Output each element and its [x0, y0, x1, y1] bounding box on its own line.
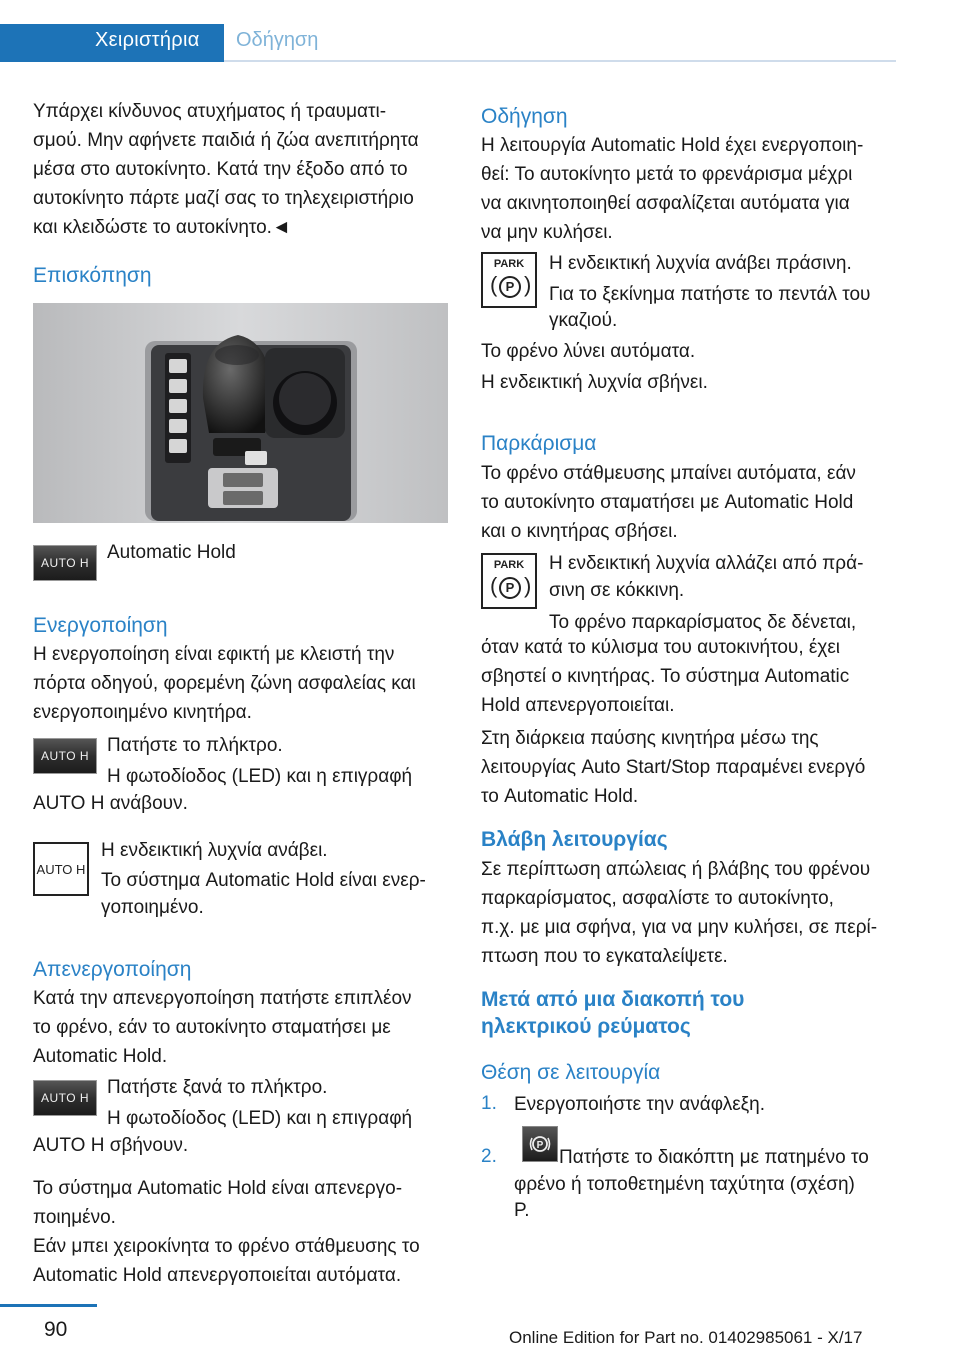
auto-h-button-label: AUTO H [40, 1091, 90, 1105]
step-number: 2. [481, 1146, 497, 1167]
text-line: το Automatic Hold. [481, 786, 639, 807]
system-active-text: Το σύστημα Automatic Hold είναι ενερ‐ [101, 870, 426, 891]
auto-h-indicator-label: AUTO H [36, 862, 86, 877]
text-line: πτωση που το εγκαταλείψετε. [481, 946, 728, 967]
system-active-text-cont: γοποιημένο. [101, 897, 204, 918]
tab-controls-label: Χειριστήρια [95, 29, 200, 51]
text-line: σβηστεί ο κινητήρας. Το σύστημα Automatic [481, 666, 850, 687]
step-text: Ενεργοποιήστε την ανάφλεξη. [514, 1094, 766, 1115]
auto-h-button-icon [33, 1080, 97, 1116]
parking-brake-icon [522, 1126, 558, 1162]
parking-brake-switch-icon [522, 1126, 558, 1162]
page-header [0, 0, 960, 62]
malfunction-heading: Βλάβη λειτουργίας [481, 828, 668, 851]
text-line: λειτουργίας Auto Start/Stop παραμένει ενεργό [481, 757, 866, 778]
text-line: Στη διάρκεια παύσης κινητήρα μέσω της [481, 728, 819, 749]
parking-text [481, 459, 901, 546]
text-line: πόρτα οδηγού, φορεμένη ζώνη ασφαλείας και [33, 673, 416, 694]
start-text-cont: γκαζιού. [549, 310, 618, 331]
brake-released-text [33, 1232, 463, 1290]
park-indicator-icon [481, 553, 537, 609]
center-console-photo [33, 303, 448, 523]
power-interruption-heading: Μετά από μια διακοπή του [481, 988, 745, 1011]
auto-h-button-icon [33, 545, 97, 581]
power-interruption-heading-cont: ηλεκτρικού ρεύματος [481, 1015, 691, 1038]
step-text: Πατήστε το διακόπτη με πατημένο το [559, 1147, 869, 1168]
auto-h-button-label: AUTO H [40, 749, 90, 763]
paren-right-glyph: ) [524, 573, 532, 598]
led-off-text: Η φωτοδίοδος (LED) και η επιγραφή [107, 1108, 413, 1129]
text-line: σμού. Μην αφήνετε παιδιά ή ζώα ανεπιτήρητα [33, 130, 419, 151]
text-line: το φρένο, εάν το αυτοκίνητο σταματήσει με [33, 1017, 391, 1038]
text-line: Κατά την απενεργοποίηση πατήστε επιπλέον [33, 988, 412, 1009]
svg-text:P: P [536, 1140, 544, 1151]
press-button-text: Πατήστε το πλήκτρο. [107, 735, 283, 756]
auto-h-button-icon [33, 738, 97, 774]
text-line: Η λειτουργία Automatic Hold έχει ενεργοποιη‐ [481, 135, 864, 156]
park-p-symbol: P [499, 276, 521, 298]
led-off-text-cont: AUTO H σβήνουν. [33, 1135, 189, 1156]
tab-controls[interactable] [0, 24, 224, 62]
paren-left-glyph: ( [490, 272, 498, 297]
activation-text [33, 640, 463, 727]
start-text: Για το ξεκίνημα πατήστε το πεντάλ του [549, 284, 871, 305]
text-line: αυτοκίνητο πάρτε μαζί σας το τηλεχειριστήριο [33, 188, 414, 209]
text-line: π.χ. με μια σφήνα, για να μην κυλήσει, σε περί‐ [481, 917, 878, 938]
text-line: Το σύστημα Automatic Hold είναι απενεργο‐ [33, 1178, 403, 1199]
paren-right-glyph: ) [524, 272, 532, 297]
step-text-cont: φρένο ή τοποθετημένη ταχύτητα (σχέση) [514, 1174, 855, 1195]
page-number: 90 [44, 1318, 68, 1341]
text-line: παρκαρίσματος, ασφαλίστε το αυτοκίνητο, [481, 888, 834, 909]
automatic-hold-label: Automatic Hold [107, 542, 236, 563]
header-rule [224, 60, 896, 62]
led-on-text: Η φωτοδίοδος (LED) και η επιγραφή [107, 766, 413, 787]
text-line: το αυτοκίνητο σταματήσει με Automatic Hold [481, 492, 854, 513]
led-on-text-cont: AUTO H ανάβουν. [33, 793, 188, 814]
parking-heading: Παρκάρισμα [481, 432, 597, 455]
text-line: Σε περίπτωση απώλειας ή βλάβης του φρένου [481, 859, 871, 880]
park-indicator-icon [481, 252, 537, 308]
autostop-text [481, 724, 901, 811]
text-line: ενεργοποιημένο κινητήρα. [33, 702, 252, 723]
paren-left-glyph: ( [490, 573, 498, 598]
text-line: Η ενεργοποίηση είναι εφικτή με κλειστή την [33, 644, 395, 665]
intro-warning [33, 97, 463, 242]
system-off-text [33, 1174, 463, 1232]
text-line: να μην κυλήσει. [481, 222, 613, 243]
center-console-illustration [33, 303, 448, 523]
text-line: Υπάρχει κίνδυνος ατυχήματος ή τραυματι‐ [33, 101, 387, 122]
text-line: μέσα στο αυτοκίνητο. Κατά την έξοδο από το [33, 159, 408, 180]
text-line: και κλειδώστε το αυτοκίνητο.◄ [33, 217, 291, 238]
indicator-on-text: Η ενδεικτική λυχνία ανάβει. [101, 840, 328, 861]
park-p-symbol: P [499, 577, 521, 599]
text-line: όταν κατά το κύλισμα του αυτοκινήτου, έχει [481, 637, 841, 658]
text-line: Automatic Hold απενεργοποιείται αυτόματα. [33, 1265, 402, 1286]
green-on-text: Η ενδεικτική λυχνία ανάβει πράσινη. [549, 253, 852, 274]
driving-text [481, 131, 901, 247]
deactivation-heading: Απενεργοποίηση [33, 958, 192, 981]
text-line: Automatic Hold. [33, 1046, 168, 1067]
tab-driving[interactable]: Οδήγηση [236, 29, 319, 51]
edition-text: Online Edition for Part no. 01402985061 - X/17 [509, 1328, 863, 1347]
footer-rule [0, 1304, 97, 1307]
overview-heading: Επισκόπηση [33, 264, 152, 287]
malfunction-text [481, 855, 901, 971]
text-line: θεί: Το αυτοκίνητο μετά το φρενάρισμα μέχρι [481, 164, 853, 185]
text-line: ποιημένο. [33, 1207, 116, 1228]
text-line: Το φρένο στάθμευσης μπαίνει αυτόματα, εάν [481, 463, 856, 484]
auto-h-indicator-icon [33, 842, 89, 896]
not-applied-text: Το φρένο παρκαρίσματος δε δένεται, [549, 612, 857, 633]
red-text-cont: σινη σε κόκκινη. [549, 580, 685, 601]
press-again-text: Πατήστε ξανά το πλήκτρο. [107, 1077, 328, 1098]
driving-heading: Οδήγηση [481, 105, 568, 128]
text-line: και ο κινητήρας σβήσει. [481, 521, 678, 542]
text-line: Hold απενεργοποιείται. [481, 695, 675, 716]
not-applied-text-cont [481, 633, 901, 720]
park-indicator-label: PARK [493, 559, 525, 571]
deactivation-text [33, 984, 463, 1071]
text-line: να ακινητοποιηθεί ασφαλίζεται αυτόματα για [481, 193, 850, 214]
operation-heading: Θέση σε λειτουργία [481, 1061, 661, 1084]
step-text-cont: P. [514, 1200, 530, 1221]
brake-auto-release-text: Το φρένο λύνει αυτόματα. [481, 341, 696, 362]
red-text: Η ενδεικτική λυχνία αλλάζει από πρά‐ [549, 553, 864, 574]
indicator-off-text: Η ενδεικτική λυχνία σβήνει. [481, 372, 708, 393]
auto-h-button-label: AUTO H [40, 556, 90, 570]
activation-heading: Ενεργοποίηση [33, 614, 168, 637]
step-number: 1. [481, 1093, 497, 1114]
park-indicator-label: PARK [493, 258, 525, 270]
text-line: Εάν μπει χειροκίνητα το φρένο στάθμευσης το [33, 1236, 420, 1257]
